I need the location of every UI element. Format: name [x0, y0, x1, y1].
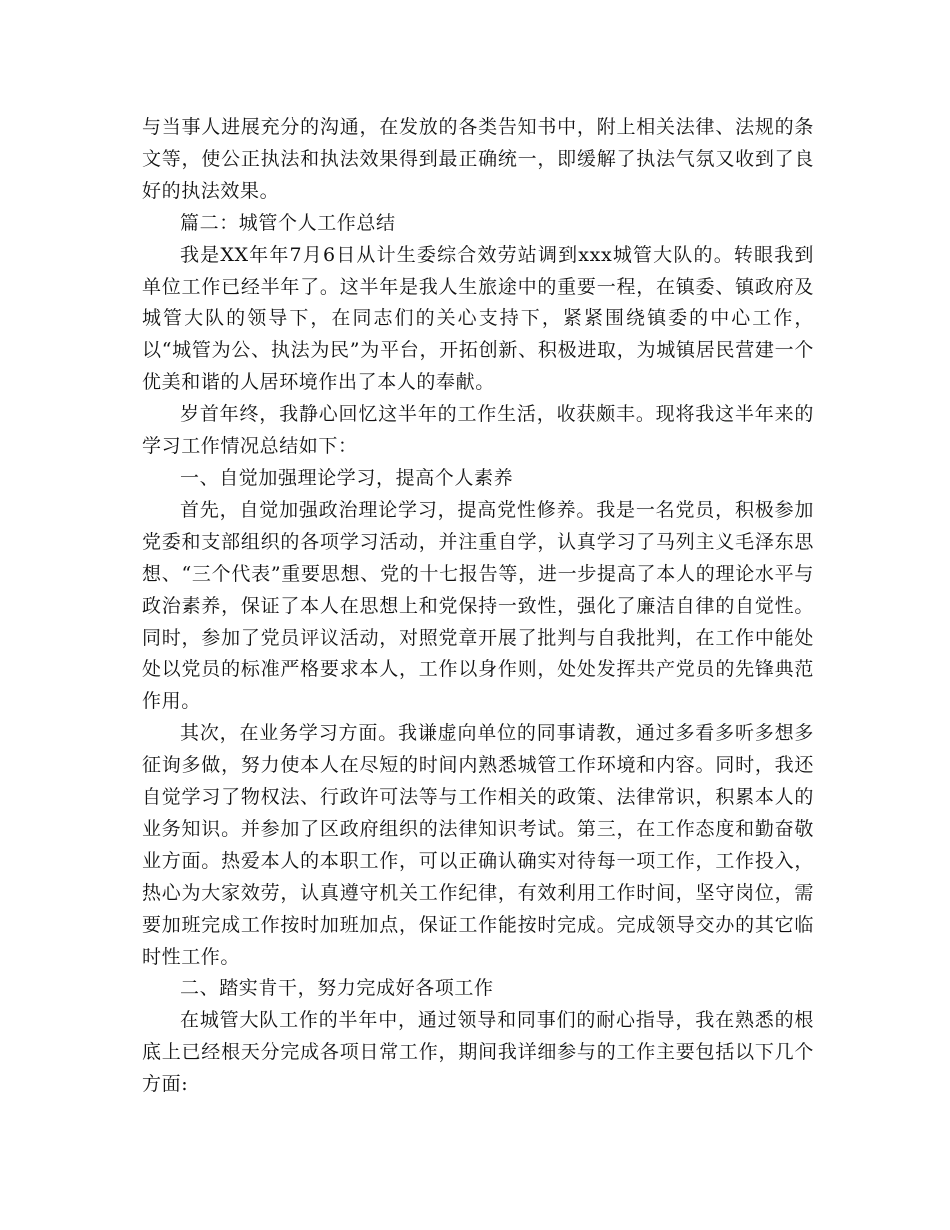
- paragraph-review: 岁首年终，我静心回忆这半年的工作生活，收获颇丰。现将我这半年来的学习工作情况总结如下：: [142, 403, 814, 458]
- paragraph-business-study: 其次，在业务学习方面。我谦虚向单位的同事请教，通过多看多听多想多征询多做，努力使本人在尽短的时间内熟悉城管工作环境和内容。同时，我还自觉学习了物权法、行政许可法等与工作相关的政策、法律常识，积累本人的业务知识。并参加了区政府组织的法律知识考试。第三，在工作态度和勤奋敬业方面。热爱本人的本职工作，可以正确认确实对待每一项工作，工作投入，热心为大家效劳，认真遵守机关工作纪律，有效利用工作时间，坚守岗位，需要加班完成工作按时加班加点，保证工作能按时完成。完成领导交办的其它临时性工作。: [142, 722, 814, 968]
- heading-work-completion: 二、踏实肯干，努力完成好各项工作: [180, 977, 494, 1000]
- heading-theory-study: 一、自觉加强理论学习，提高个人素养: [180, 466, 514, 489]
- paragraph-work-summary: 在城管大队工作的半年中，通过领导和同事们的耐心指导，我在熟悉的根底上已经根天分完成各项日常工作，期间我详细参与的工作主要包括以下几个方面:: [142, 1009, 814, 1096]
- paragraph-continuation: 与当事人进展充分的沟通，在发放的各类告知书中，附上相关法律、法规的条文等，使公正执法和执法效果得到最正确统一，即缓解了执法气氛又收到了良好的执法效果。: [142, 116, 814, 202]
- paragraph-political-study: 首先，自觉加强政治理论学习，提高党性修养。我是一名党员，积极参加党委和支部组织的各项学习活动，并注重自学，认真学习了马列主义毛泽东思想、“三个代表”重要思想、党的十七报告等，进一步提高了本人的理论水平与政治素养，保证了本人在思想上和党保持一致性，强化了廉洁自律的自觉性。同时，参加了党员评议活动，对照党章开展了批判与自我批判，在工作中能处处以党员的标准严格要求本人，工作以身作则，处处发挥共产党员的先锋典范作用。: [142, 498, 814, 713]
- paragraph-intro: 我是XX年年7月6日从计生委综合效劳站调到xxx城管大队的。转眼我到单位工作已经半年了。这半年是我人生旅途中的重要一程，在镇委、镇政府及城管大队的领导下，在同志们的关心支持下，紧紧围绕镇委的中心工作，以“城管为公、执法为民”为平台，开拓创新、积极进取，为城镇居民营建一个优美和谐的人居环境作出了本人的奉献。: [142, 243, 814, 394]
- section-title-part-two: 篇二：城管个人工作总结: [180, 211, 396, 234]
- document-body: [142, 112, 814, 1101]
